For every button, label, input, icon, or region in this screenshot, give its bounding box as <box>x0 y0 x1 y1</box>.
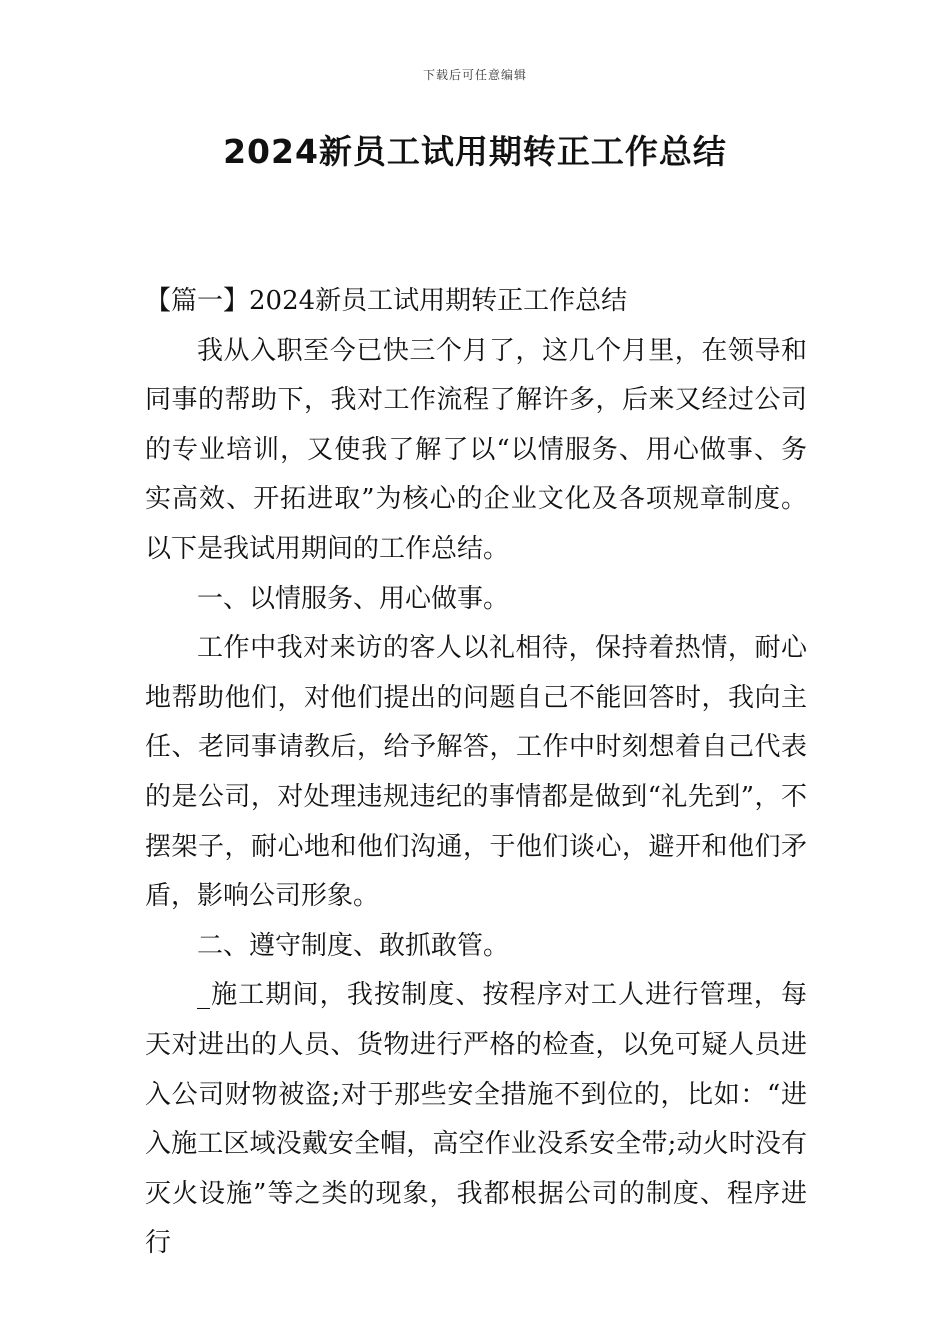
paragraph-service: 工作中我对来访的客人以礼相待，保持着热情，耐心地帮助他们，对他们提出的问题自己不能回答时，我向主任、老同事请教后，给予解答，工作中时刻想着自己代表的是公司，对处理违规违纪的事情都是做到“礼先到”，不摆架子，耐心地和他们沟通，于他们谈心，避开和他们矛盾，影响公司形象。 <box>145 633 807 912</box>
subheading-1: 一、以情服务、用心做事。 <box>197 583 510 614</box>
paragraph-intro: 我从入职至今已快三个月了，这几个月里，在领导和同事的帮助下，我对工作流程了解许多，后来又经过公司的专业培训，又使我了解了以“以情服务、用心做事、务实高效、开拓进取”为核心的企业文化及各项规章制度。以下是我试用期间的工作总结。 <box>145 335 807 564</box>
subheading-2: 二、遵守制度、敢抓敢管。 <box>197 930 510 961</box>
document-body <box>145 277 807 1269</box>
document-title: 2024新员工试用期转正工作总结 <box>223 132 727 171</box>
section-heading: 【篇一】2024新员工试用期转正工作总结 <box>145 286 628 316</box>
paragraph-rules: _施工期间，我按制度、按程序对工人进行管理，每天对进出的人员、货物进行严格的检查，以免可疑人员进入公司财物被盗;对于那些安全措施不到位的，比如：“进入施工区域没戴安全帽，高空作业没系安全带;动火时没有灭火设施”等之类的现象，我都根据公司的制度、程序进行 <box>145 980 807 1259</box>
header-note: 下载后可任意编辑 <box>422 68 527 82</box>
